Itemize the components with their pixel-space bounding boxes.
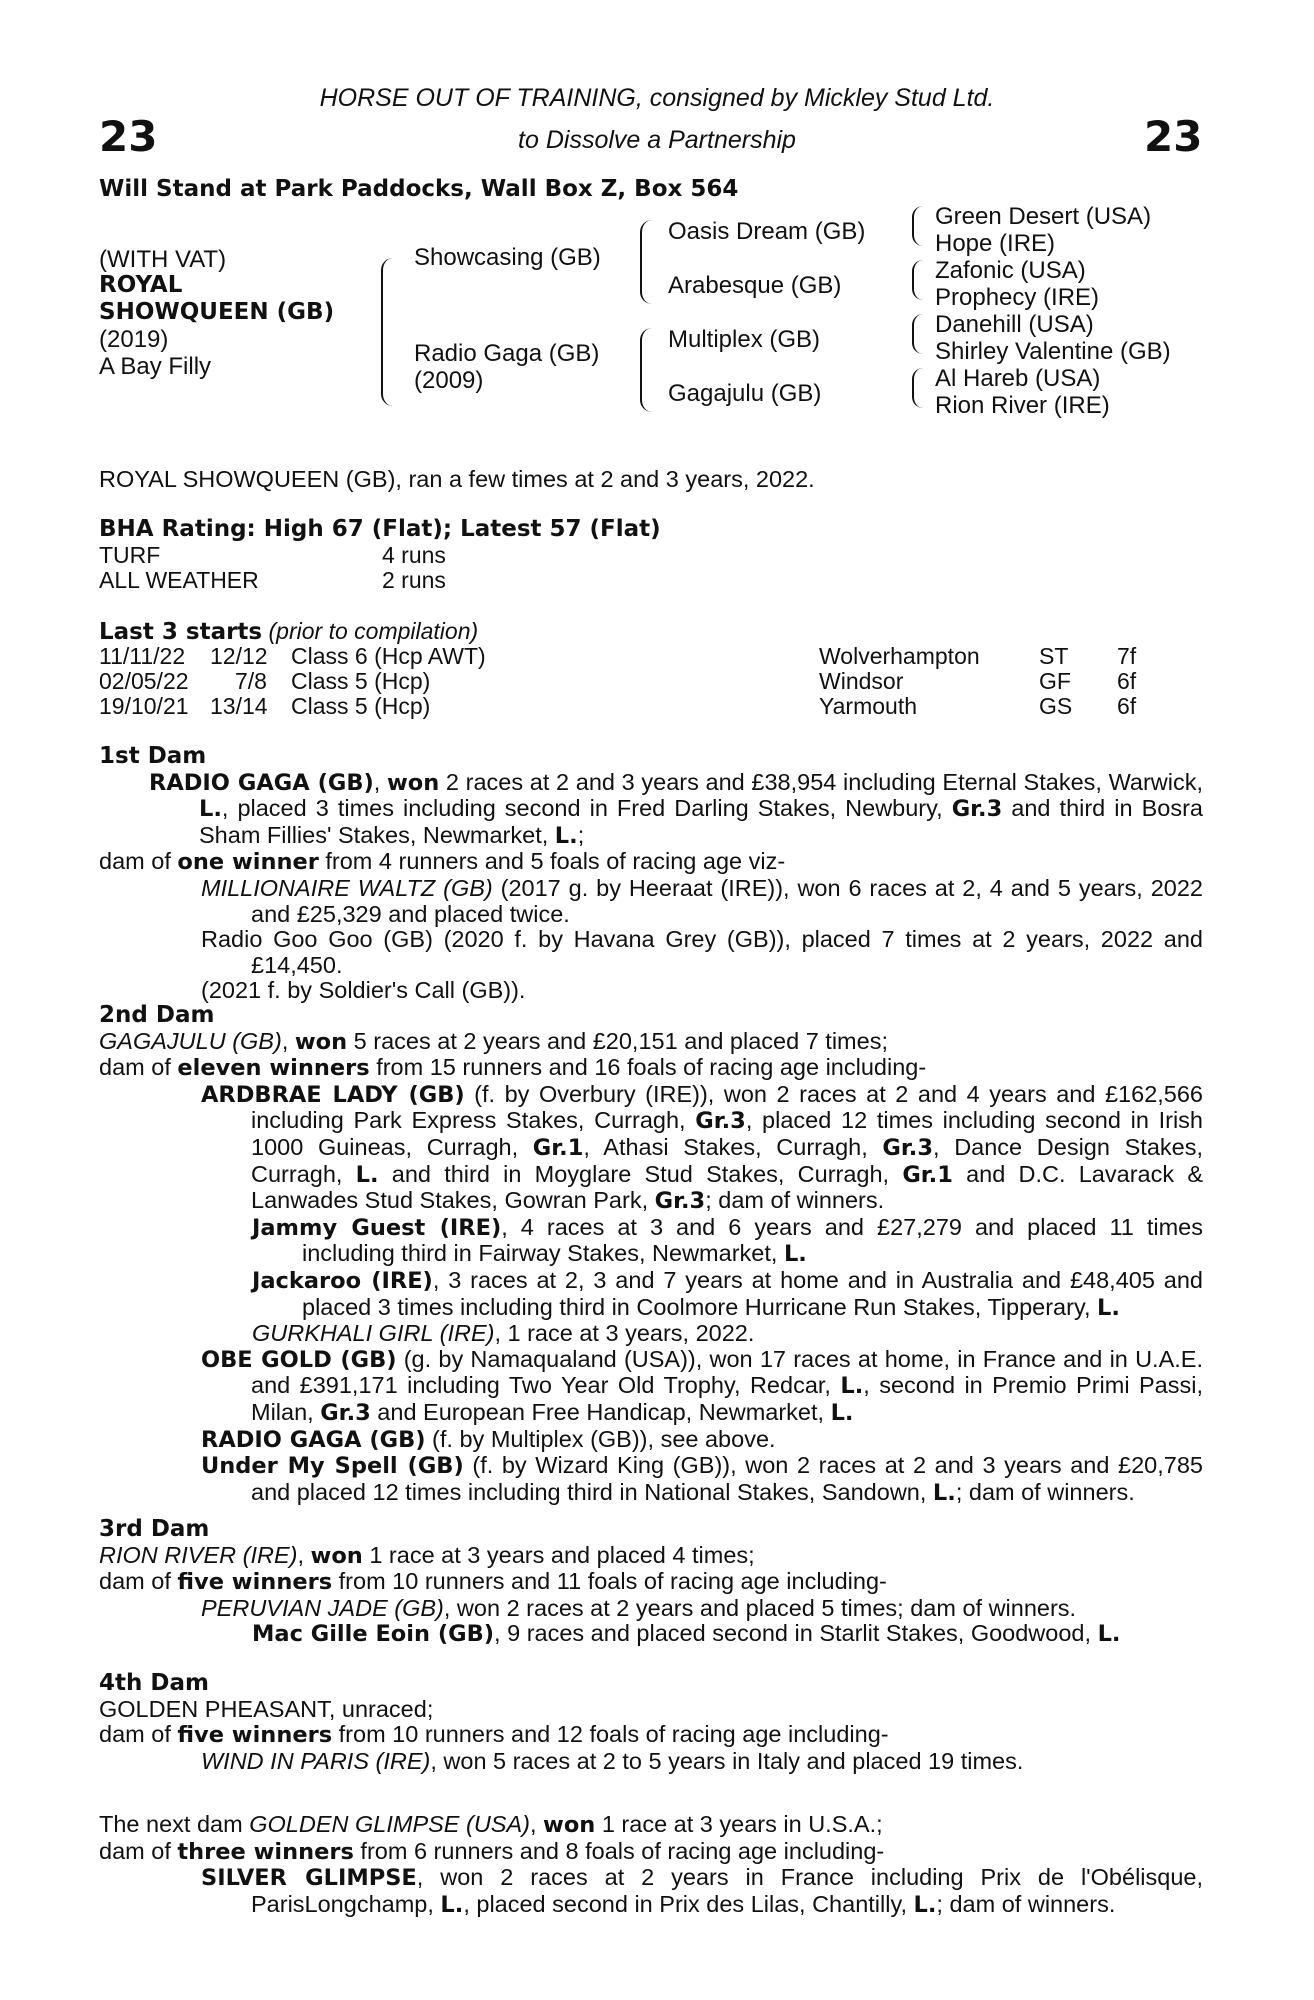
start-date: 19/10/21 — [99, 693, 189, 719]
dam-name: RION RIVER (IRE) — [99, 1541, 298, 1568]
text: , 4 races at 3 and 6 years and £27,279 and placed 11 times including third in Fairway Stakes, Newmarket, — [302, 1213, 1203, 1267]
rating-runs-aw: 2 runs — [382, 567, 446, 593]
third-dam-section — [99, 1517, 1203, 1648]
winners-count: eleven winners — [177, 1055, 370, 1082]
produce-name: ARDBRAE LADY (GB) — [201, 1081, 465, 1108]
text: and D.C. Lavarack & Lanwades Stud Stakes, Gowran Park, — [251, 1160, 1203, 1214]
text: , won 2 races at 2 years in France including Prix de l'Obélisque, ParisLongchamp, — [251, 1864, 1203, 1917]
text: from 15 runners and 16 foals of racing age including- — [369, 1054, 927, 1081]
next-dam-produce — [99, 1839, 1203, 1866]
text: dam of — [99, 1054, 178, 1081]
last-starts-title: Last 3 starts — [99, 619, 263, 645]
start-position: 13/14 — [210, 693, 268, 719]
first-dam-produce — [99, 849, 1203, 876]
text: 5 races at 2 years and £20,151 and placed 7 times; — [347, 1027, 888, 1054]
pedigree-brace-dd — [912, 368, 923, 408]
next-dam-section — [99, 1812, 1203, 1918]
produce-entry — [252, 1213, 1203, 1268]
rating-surface-turf: TURF — [99, 542, 161, 568]
start-course: Yarmouth — [819, 693, 918, 719]
horse-name-line1: ROYAL — [99, 272, 183, 298]
listed-mark: L. — [554, 822, 578, 849]
text: , won 2 races at 2 years and placed 5 times; dam of winners. — [443, 1594, 1077, 1621]
text: and European Free Handicap, Newmarket, — [370, 1398, 831, 1425]
pedigree-sire-dam: Arabesque (GB) — [668, 272, 842, 299]
text: , 9 races and placed second in Starlit Stakes, Goodwood, — [494, 1620, 1098, 1647]
rating-runs-turf: 4 runs — [382, 542, 446, 568]
pedigree-dss: Danehill (USA) — [935, 311, 1094, 338]
last-starts-heading — [99, 618, 478, 645]
listed-mark: L. — [355, 1161, 379, 1188]
fourth-dam-section — [99, 1671, 1203, 1774]
text: , placed 3 times including second in Fred Darling Stakes, Newbury, — [221, 795, 952, 822]
start-going: ST — [1039, 643, 1069, 669]
horse-description: A Bay Filly — [99, 353, 212, 380]
race-summary: ROYAL SHOWQUEEN (GB), ran a few times at 2 and 3 years, 2022. — [99, 466, 815, 492]
pedigree-dds: Al Hareb (USA) — [935, 365, 1101, 392]
start-course: Wolverhampton — [819, 643, 980, 669]
last-starts-note: (prior to compilation) — [268, 618, 479, 644]
bha-rating: BHA Rating: High 67 (Flat); Latest 57 (Flat) — [99, 516, 661, 542]
group1-mark: Gr.1 — [902, 1161, 953, 1188]
next-dam-record: The next dam GOLDEN GLIMPSE (USA), won 1 race at 3 years in U.S.A.; — [99, 1811, 883, 1838]
pedigree-sire-sire: Oasis Dream (GB) — [668, 218, 866, 245]
third-dam-heading: 3rd Dam — [99, 1516, 210, 1542]
produce-entry — [201, 1425, 1203, 1454]
won-label: won — [294, 1028, 348, 1055]
text: (f. by Wizard King (GB)), won 2 races at 2 and 3 years and £20,785 and placed 12 times including third in National Stakes, Sandown, — [251, 1452, 1203, 1505]
pedigree-dam-sire: Multiplex (GB) — [668, 326, 821, 353]
won-label: won — [543, 1812, 596, 1838]
produce-name: Jackaroo (IRE) — [252, 1267, 433, 1294]
text: dam of — [99, 1568, 178, 1595]
produce-name: PERUVIAN JADE (GB) — [201, 1594, 444, 1621]
text: (g. by Namaqualand (USA)), won 17 races at home, in France and in U.A.E. and £391,171 including Two Year Old Trophy, Redcar, — [251, 1345, 1203, 1399]
produce-entry: (2021 f. by Soldier's Call (GB)). — [201, 977, 526, 1004]
start-class: Class 5 (Hcp) — [291, 693, 431, 719]
listed-mark: L. — [830, 1399, 854, 1426]
text: , Athasi Stakes, Curragh, — [583, 1133, 883, 1160]
start-date: 11/11/22 — [99, 643, 186, 669]
pedigree-sire: Showcasing (GB) — [414, 244, 601, 271]
pedigree-dam: Radio Gaga (GB) — [414, 340, 600, 367]
text: ; dam of winners. — [936, 1890, 1116, 1917]
group3-mark: Gr.3 — [882, 1134, 933, 1161]
second-dam-section — [99, 1003, 1203, 1506]
fourth-dam-produce — [99, 1722, 1203, 1749]
start-position: 7/8 — [235, 668, 267, 694]
listed-mark: L. — [1097, 1294, 1120, 1321]
text: The next dam — [99, 1811, 250, 1837]
start-distance: 7f — [1117, 643, 1137, 669]
dam-name: GOLDEN GLIMPSE (USA) — [249, 1811, 530, 1837]
produce-entry — [201, 1080, 1204, 1215]
won-label: won — [387, 769, 440, 796]
winners-count: three winners — [177, 1838, 354, 1865]
listed-mark: L. — [932, 1479, 956, 1506]
text: (f. by Multiplex (GB)), see above. — [425, 1425, 776, 1452]
listed-mark: L. — [913, 1891, 937, 1918]
pedigree-brace-ss — [912, 206, 923, 246]
stand-location: Will Stand at Park Paddocks, Wall Box Z, Box 564 — [99, 176, 739, 202]
third-dam-record: RION RIVER (IRE), won 1 race at 3 years and placed 4 times; — [99, 1541, 755, 1569]
group3-mark: Gr.3 — [320, 1399, 371, 1426]
text: (2017 g. by Heeraat (IRE)), won 6 races at 2, 4 and 5 years, 2022 and £25,329 and placed twice. — [251, 874, 1203, 927]
produce-entry — [201, 1594, 1203, 1622]
text: from 6 runners and 8 foals of racing age including- — [353, 1837, 885, 1864]
text: (f. by Overbury (IRE)), won 2 races at 2 and 4 years and £162,566 including Park Express Stakes, Curragh, — [251, 1080, 1204, 1134]
start-date: 02/05/22 — [99, 668, 189, 694]
text: , 3 races at 2, 3 and 7 years at home and in Australia and £48,405 and placed 3 times including third in Coolmore Hurricane Run Stakes, Tipperary, — [302, 1266, 1203, 1320]
fourth-dam-heading: 4th Dam — [99, 1670, 209, 1696]
produce-name: SILVER GLIMPSE — [201, 1865, 417, 1892]
pedigree-dam-year: (2009) — [414, 367, 484, 394]
pedigree-sds: Zafonic (USA) — [935, 257, 1086, 284]
winners-count: one winner — [177, 849, 319, 876]
dam-name: GAGAJULU (GB) — [99, 1027, 282, 1054]
first-dam-section — [99, 744, 1203, 1004]
listed-mark: L. — [840, 1373, 864, 1400]
text: from 10 runners and 11 foals of racing age including- — [332, 1568, 887, 1595]
pedigree-ssd: Hope (IRE) — [935, 230, 1056, 257]
pedigree-dsd: Shirley Valentine (GB) — [935, 338, 1171, 365]
text: , second in Premio Primi Passi, Milan, — [251, 1372, 1203, 1425]
produce-entry: Radio Goo Goo (GB) (2020 f. by Havana Grey (GB)), placed 7 times at 2 years, 2022 and £14,450. — [201, 926, 1203, 978]
produce-entry — [201, 1345, 1203, 1427]
pedigree-brace-ds — [912, 314, 923, 354]
text: dam of — [99, 848, 178, 875]
catalogue-heading-line1: HORSE OUT OF TRAINING, consigned by Mickley Stud Ltd. — [319, 84, 995, 112]
text: , placed 12 times including second in Irish 1000 Guineas, Curragh, — [251, 1107, 1203, 1160]
pedigree-brace-sd — [912, 260, 923, 300]
dam-name: RADIO GAGA (GB) — [149, 769, 374, 796]
text: ; dam of winners. — [705, 1187, 885, 1214]
pedigree-sss: Green Desert (USA) — [935, 203, 1152, 230]
winners-count: five winners — [177, 1569, 333, 1596]
produce-name: OBE GOLD (GB) — [201, 1346, 397, 1373]
text: dam of — [99, 1837, 178, 1864]
pedigree-brace-dam — [640, 328, 652, 412]
text: , placed second in Prix des Lilas, Chantilly, — [463, 1890, 914, 1917]
horse-year: (2019) — [99, 326, 169, 353]
listed-mark: L. — [199, 796, 222, 823]
produce-entry — [252, 1320, 1203, 1347]
group3-mark: Gr.3 — [695, 1108, 746, 1135]
rating-surface-aw: ALL WEATHER — [99, 567, 259, 593]
produce-name: GURKHALI GIRL (IRE) — [252, 1320, 495, 1347]
second-dam-produce — [99, 1055, 1203, 1082]
text: from 10 runners and 12 foals of racing age including- — [332, 1721, 889, 1748]
fourth-dam-record: GOLDEN PHEASANT, unraced; — [99, 1695, 434, 1722]
pedigree-dam-dam: Gagajulu (GB) — [668, 380, 822, 407]
lot-number-left: 23 — [99, 112, 158, 161]
produce-entry — [201, 874, 1203, 927]
text: 1 race at 3 years and placed 4 times; — [362, 1541, 755, 1568]
pedigree-sdd: Prophecy (IRE) — [935, 284, 1100, 311]
text: from 4 runners and 5 foals of racing age viz- — [318, 848, 786, 875]
start-going: GS — [1039, 693, 1073, 719]
listed-mark: L. — [440, 1891, 464, 1918]
start-class: Class 5 (Hcp) — [291, 668, 431, 694]
third-dam-produce — [99, 1569, 1203, 1596]
group3-mark: Gr.3 — [654, 1188, 706, 1215]
listed-mark: L. — [1097, 1621, 1121, 1648]
text: , Dance Design Stakes, Curragh, — [251, 1133, 1203, 1187]
lot-number-right: 23 — [1144, 112, 1203, 161]
text: and third in Bosra Sham Fillies' Stakes, Newmarket, — [199, 795, 1203, 848]
start-going: GF — [1039, 668, 1071, 694]
produce-entry — [252, 1620, 1203, 1648]
won-label: won — [310, 1542, 363, 1569]
vat-note: (WITH VAT) — [99, 246, 227, 273]
text: , 1 race at 3 years, 2022. — [494, 1320, 755, 1347]
text: 2 races at 2 and 3 years and £38,954 including Eternal Stakes, Warwick, — [439, 768, 1203, 795]
start-distance: 6f — [1117, 668, 1137, 694]
text: 1 race at 3 years in U.S.A.; — [595, 1811, 883, 1837]
produce-entry — [201, 1747, 1203, 1775]
second-dam-heading: 2nd Dam — [99, 1002, 215, 1028]
produce-name: Mac Gille Eoin (GB) — [252, 1621, 495, 1648]
catalogue-heading-line2: to Dissolve a Partnership — [518, 126, 796, 154]
pedigree-brace-sire — [640, 220, 652, 304]
first-dam-heading: 1st Dam — [99, 743, 207, 769]
listed-mark: L. — [783, 1241, 807, 1268]
text: , won 5 races at 2 to 5 years in Italy and placed 19 times. — [430, 1747, 1024, 1774]
text: ; — [577, 821, 585, 848]
text: ; dam of winners. — [955, 1478, 1135, 1505]
pedigree-ddd: Rion River (IRE) — [935, 392, 1110, 419]
produce-name: Jammy Guest (IRE) — [252, 1214, 502, 1241]
start-course: Windsor — [819, 668, 904, 694]
produce-name: WIND IN PARIS (IRE) — [201, 1747, 431, 1774]
second-dam-record: GAGAJULU (GB), won 5 races at 2 years and £20,151 and placed 7 times; — [99, 1027, 888, 1055]
group1-mark: Gr.1 — [532, 1134, 584, 1161]
winners-count: five winners — [177, 1722, 333, 1749]
produce-name: Under My Spell (GB) — [201, 1453, 464, 1480]
start-class: Class 6 (Hcp AWT) — [291, 643, 486, 669]
start-distance: 6f — [1117, 693, 1137, 719]
produce-name: RADIO GAGA (GB) — [201, 1426, 426, 1453]
group3-mark: Gr.3 — [951, 796, 1003, 823]
text: dam of — [99, 1721, 178, 1748]
horse-name-line2: SHOWQUEEN (GB) — [99, 299, 335, 325]
start-position: 12/12 — [210, 643, 268, 669]
pedigree-brace-gen1 — [381, 258, 393, 406]
text: and third in Moyglare Stud Stakes, Curragh, — [378, 1160, 903, 1187]
produce-entry — [201, 1452, 1203, 1506]
produce-entry — [252, 1266, 1203, 1321]
produce-entry — [201, 1864, 1203, 1918]
first-dam-record: RADIO GAGA (GB), won 2 races at 2 and 3 years and £38,954 including Eternal Stakes, Warwick, L., placed 3 times including second in Fred Darling Stakes, Newbury, Gr.3 and third in Bosra Sham Fillies' Stakes, Newmarket, L.; — [149, 768, 1203, 849]
produce-name: MILLIONAIRE WALTZ (GB) — [201, 874, 493, 901]
